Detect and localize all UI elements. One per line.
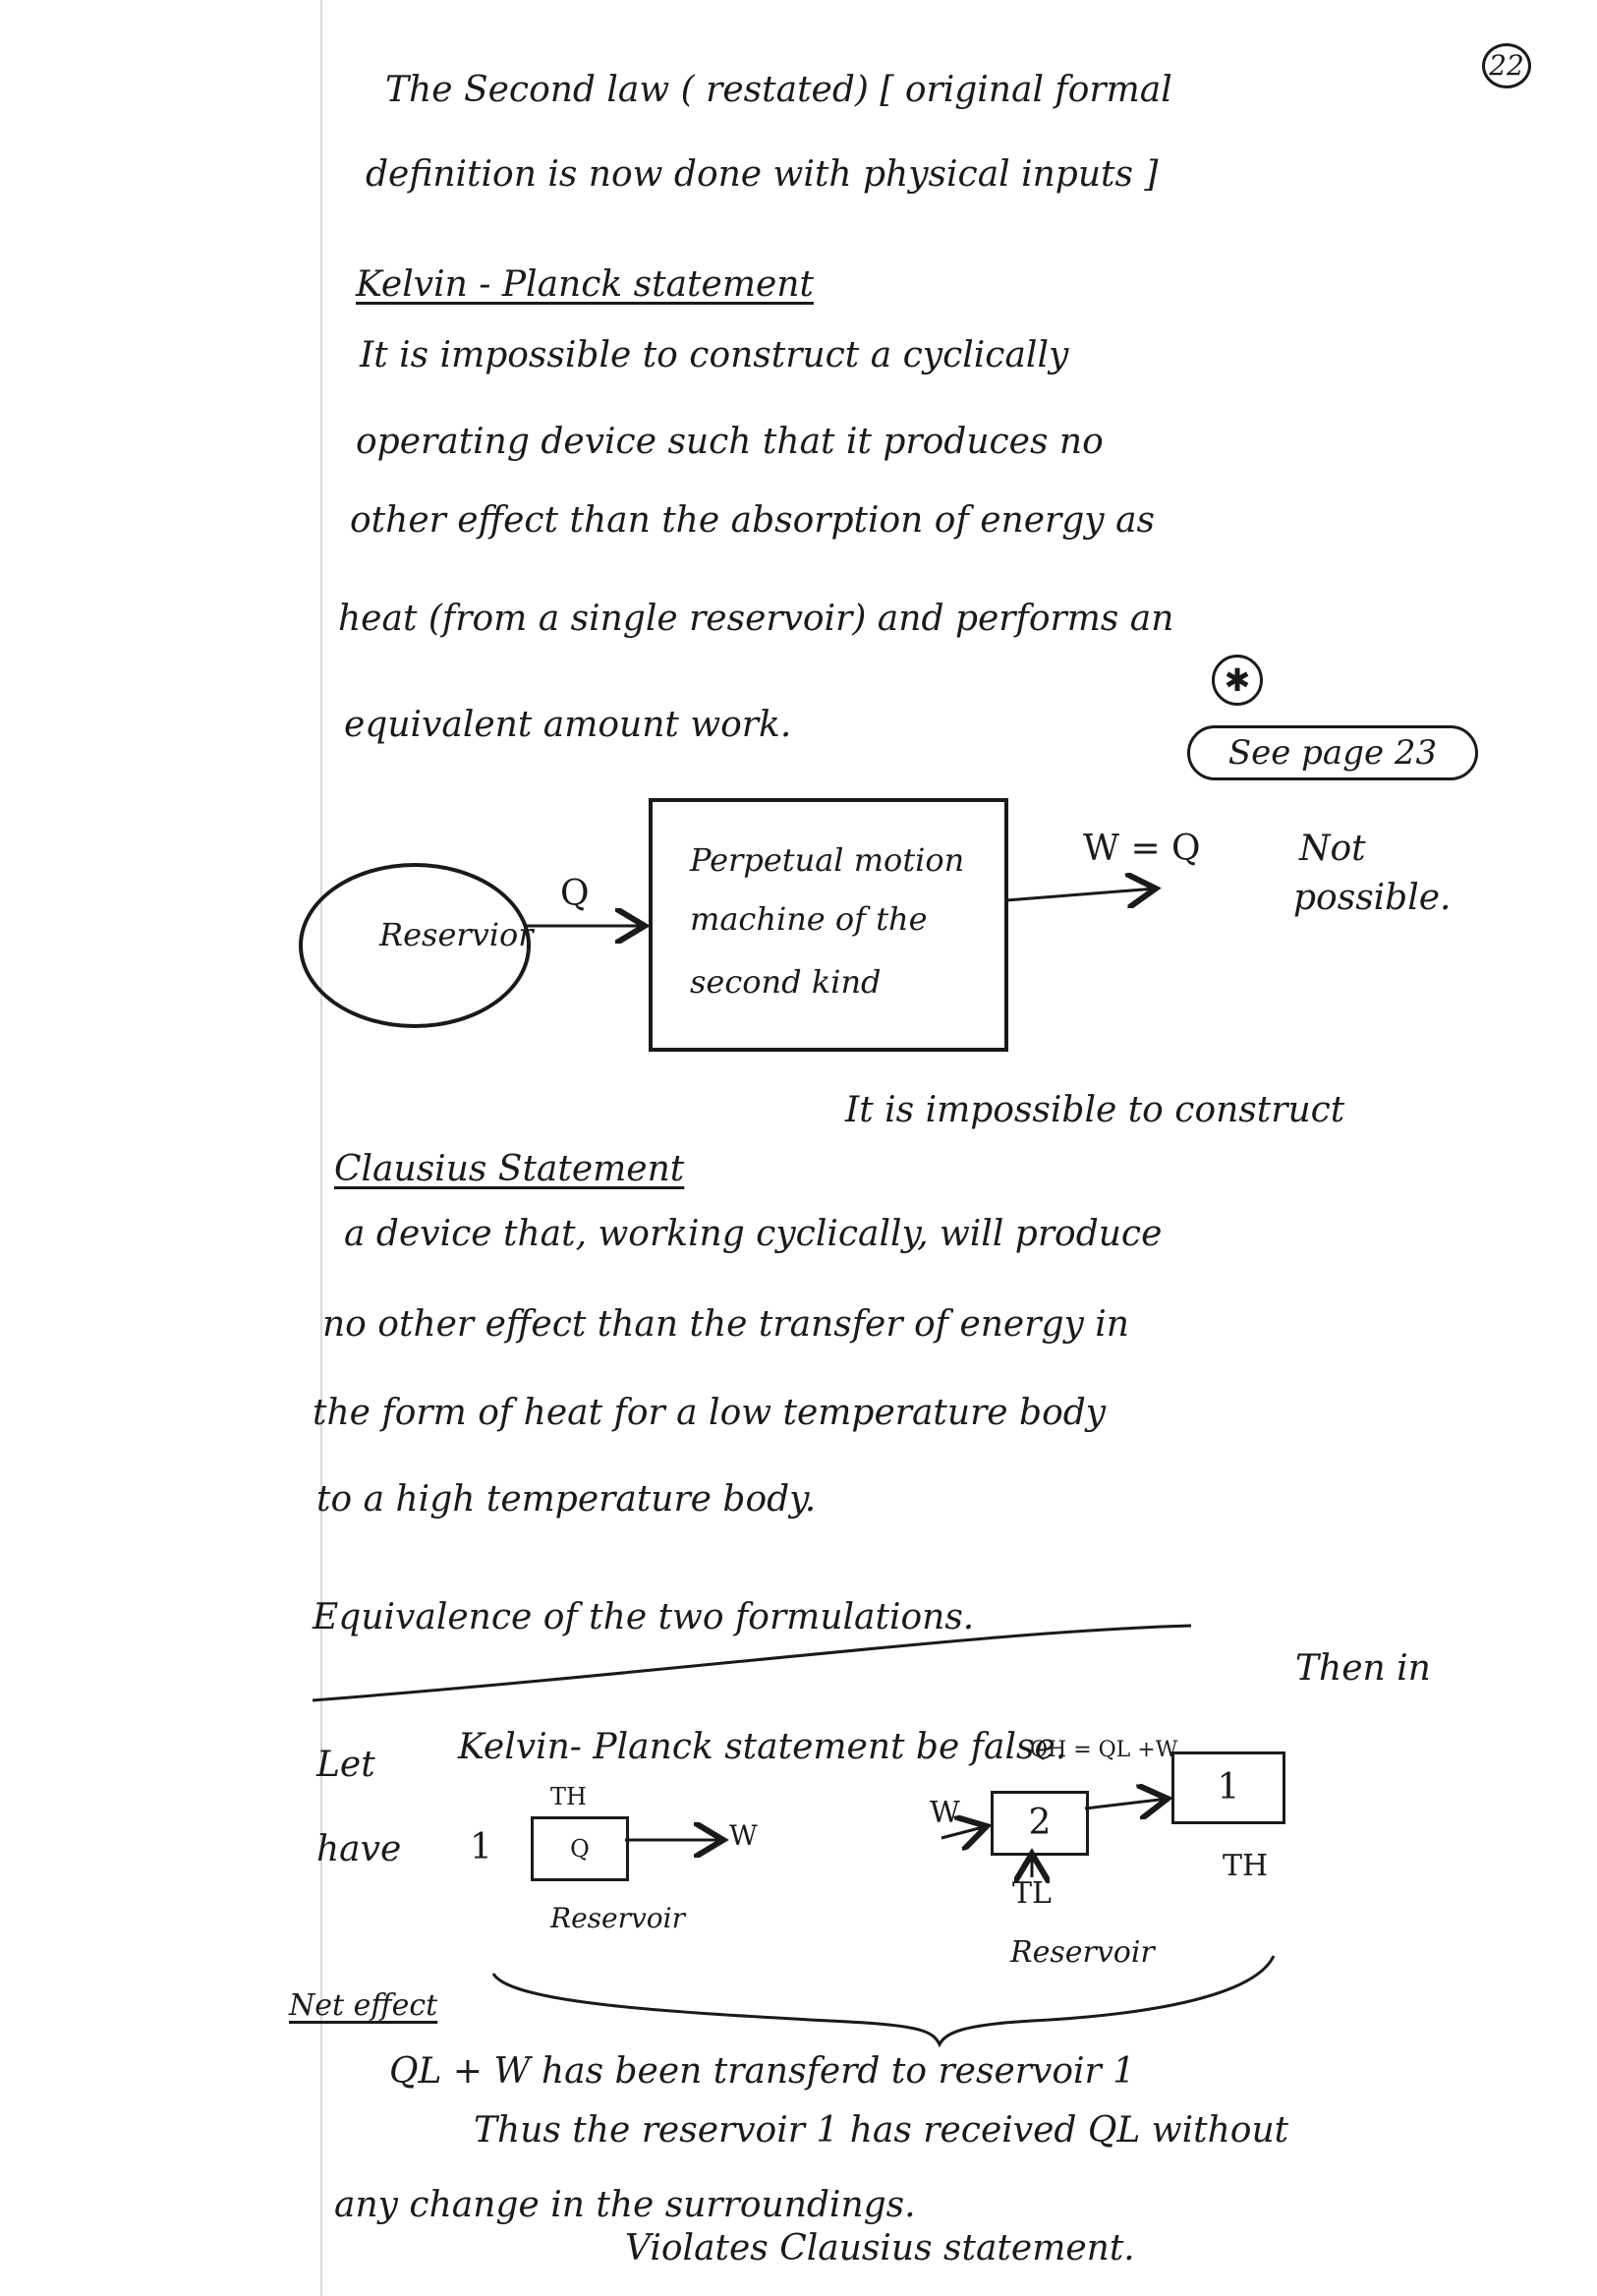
have-text: have (316, 1829, 402, 1869)
engine-2-label: 2 (1028, 1803, 1052, 1843)
clausius-line-4: to a high temperature body. (316, 1479, 817, 1520)
intro-line-2: definition is now done with physical inputs ] (366, 154, 1159, 195)
work-label: W = Q (1083, 829, 1201, 869)
w-into-engine-arrow (941, 1826, 987, 1838)
reservoir-1-number: 1 (470, 1827, 492, 1867)
reservoir-1-right-label: 1 (1217, 1767, 1240, 1808)
net-line-1: QL + W has been transferd to reservoir 1 (389, 2051, 1136, 2092)
th-left-label: TH (550, 1783, 587, 1810)
kelvin-heading: Kelvin - Planck statement (356, 264, 814, 305)
clausius-line-0: It is impossible to construct (845, 1090, 1345, 1130)
verdict-line-2: possible. (1293, 878, 1452, 918)
clausius-heading: Clausius Statement (334, 1149, 685, 1189)
machine-label-2: machine of the (690, 900, 928, 938)
net-line-3: any change in the surroundings. (334, 2185, 916, 2225)
machine-label-3: second kind (690, 963, 882, 1001)
kelvin-line-2: operating device such that it produces no (356, 422, 1104, 462)
then-in-text: Then in (1295, 1648, 1431, 1689)
kelvin-line-1: It is impossible to construct a cyclically (360, 335, 1069, 375)
qh-equation: QH = QL +W (1030, 1738, 1178, 1762)
net-effect-brace (493, 1956, 1274, 2044)
w-right-label: W (930, 1796, 960, 1830)
asterisk-note-icon: ✱ (1212, 655, 1263, 706)
kelvin-false-text: Kelvin- Planck statement be false. (458, 1727, 1067, 1767)
kelvin-line-3: other effect than the absorption of energy as (350, 500, 1156, 541)
reservoir-label: Reservior (379, 916, 534, 953)
clausius-line-2: no other effect than the transfer of energy in (322, 1304, 1129, 1345)
work-arrow (1006, 889, 1156, 900)
equivalence-heading: Equivalence of the two formulations. (313, 1597, 975, 1637)
net-line-4: Violates Clausius statement. (625, 2228, 1135, 2268)
intro-line-1: The Second law ( restated) [ original formal (385, 70, 1172, 110)
clausius-line-1: a device that, working cyclically, will produce (344, 1214, 1163, 1254)
tl-label: TL (1012, 1876, 1052, 1911)
th-right-label: TH (1223, 1849, 1269, 1883)
page-number: 22 (1482, 43, 1531, 88)
kelvin-line-5: equivalent amount work. (344, 705, 792, 745)
w-left-label: W (729, 1819, 758, 1852)
kelvin-line-4: heat (from a single reservoir) and performs an (338, 599, 1174, 639)
net-effect-heading: Net effect (289, 1988, 438, 2023)
verdict-line-1: Not (1299, 829, 1366, 869)
net-line-2: Thus the reservoir 1 has received QL without (474, 2110, 1289, 2151)
let-text: Let (316, 1745, 375, 1785)
machine-label-1: Perpetual motion (690, 841, 965, 879)
reservoir-left-caption: Reservoir (550, 1902, 685, 1934)
equivalence-underline (313, 1626, 1191, 1700)
clausius-line-3: the form of heat for a low temperature body (313, 1393, 1107, 1433)
reservoir-right-caption: Reservoir (1010, 1935, 1155, 1970)
q-label: Q (560, 874, 590, 914)
see-page-note: See page 23 (1187, 725, 1478, 780)
heat-q-label: Q (570, 1835, 590, 1863)
qh-arrow (1085, 1799, 1168, 1808)
